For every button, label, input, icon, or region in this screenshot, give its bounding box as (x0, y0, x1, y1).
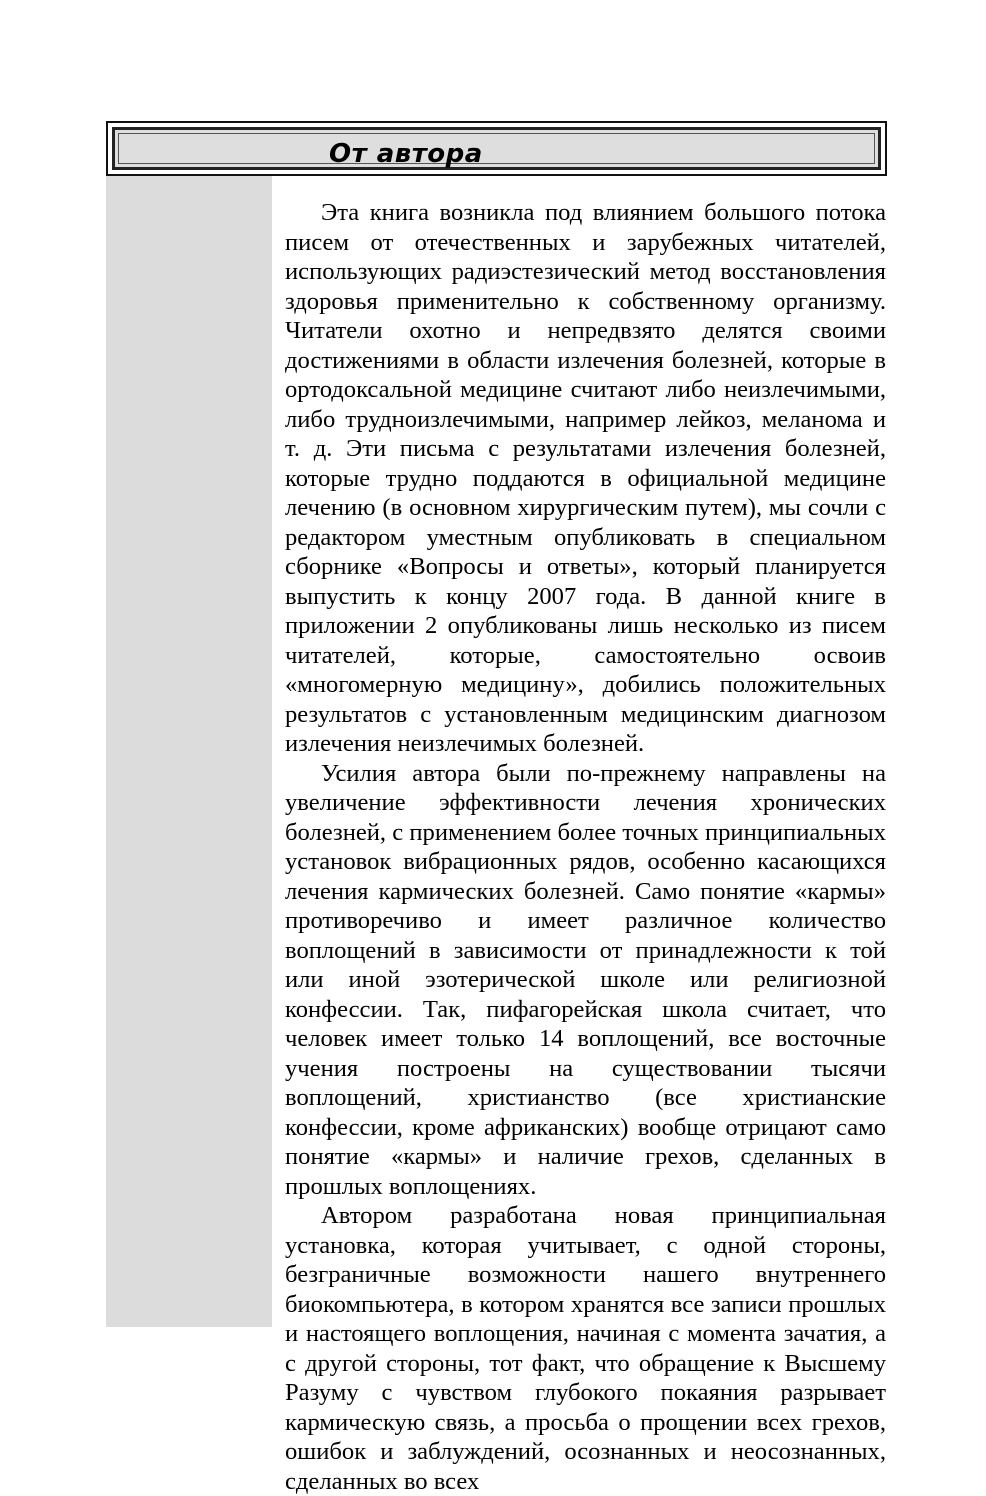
chapter-header-inner-border (118, 133, 875, 164)
paragraph: Эта книга возникла под влиянием большого потока писем от отечественных и зарубежных читателей, использующих радиэстезический метод восстановления здоровья применительно к собственному организму. Читатели охотно и непредвзято делятся своими достижениями в области излечения болезней, которые в ортодоксальной медицине считают либо неизлечимыми, либо трудноизлечимыми, например лейкоз, меланома и т. д. Эти письма с результатами излечения болезней, которые трудно поддаются в официальной медицине лечению (в основном хирургическим путем), мы сочли с редактором уместным опубликовать в специальном сборнике «Вопросы и ответы», который планируется выпустить к концу 2007 года. В данной книге в приложении 2 опубликованы лишь несколько из писем читателей, которые, самостоятельно освоив «многомерную медицину», добились положительных результатов с установленным медицинским диагнозом излечения неизлечимых болезней. (285, 199, 886, 757)
paragraph: Автором разработана новая принципиальная установка, которая учитывает, с одной стороны, безграничные возможности нашего внутреннего биокомпьютера, в котором хранятся все записи прошлых и настоящего воплощения, начиная с момента зачатия, а с другой стороны, тот факт, что обращение к Высшему Разуму с чувством глубокого покаяния разрывает кармическую связь, а просьба о прощении всех грехов, ошибок и заблуждений, осознанных и неосознанных, сделанных во всех (285, 1202, 886, 1495)
chapter-title: От автора (329, 139, 483, 169)
paragraph: Усилия автора были по-прежнему направлены на увеличение эффективности лечения хронических болезней, с применением более точных принципиальных установок вибрационных рядов, особенно касающихся лечения кармических болезней. Само понятие «кармы» противоречиво и имеет различное количество воплощений в зависимости от принадлежности к той или иной эзотерической школе или религиозной конфессии. Так, пифагорейская школа считает, что человек имеет только 14 воплощений, все восточные учения построены на существовании тысячи воплощений, христианство (все христианские конфессии, кроме африканских) вообще отрицают само понятие «кармы» и наличие грехов, сделанных в прошлых воплощениях. (285, 759, 886, 1200)
body-text (285, 198, 886, 1495)
chapter-header-panel (112, 127, 881, 170)
margin-sidebar (106, 176, 272, 1327)
chapter-header (106, 121, 887, 176)
